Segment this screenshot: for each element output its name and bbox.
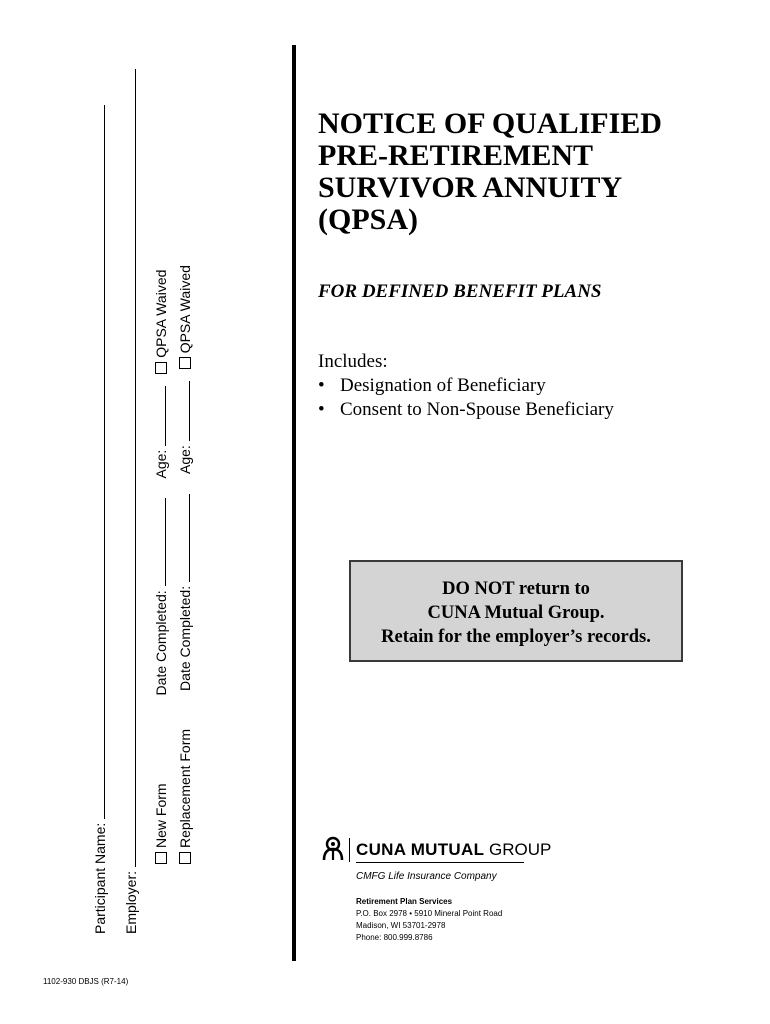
includes-list <box>318 374 614 422</box>
age-line[interactable] <box>153 386 166 446</box>
employer-field[interactable] <box>123 69 139 934</box>
qpsa-waived-label: QPSA Waived <box>153 269 169 358</box>
title-line: PRE-RETIREMENT <box>318 139 594 172</box>
employer-line[interactable] <box>123 69 136 867</box>
logo-separator <box>349 838 350 862</box>
form-number: 1102-930 DBJS (R7-14) <box>43 977 129 986</box>
includes-heading: Includes: <box>318 351 388 372</box>
date-completed-label: Date Completed: <box>153 590 169 696</box>
qpsa-waived-label: QPSA Waived <box>177 265 193 354</box>
cuna-logo-icon <box>320 836 346 862</box>
qpsa-waived-checkbox[interactable] <box>155 362 167 374</box>
address-line: P.O. Box 2978 • 5910 Mineral Point Road <box>356 909 503 918</box>
department-name: Retirement Plan Services <box>356 897 453 906</box>
age-label: Age: <box>177 445 193 474</box>
title-line: SURVIVOR ANNUITY <box>318 171 623 204</box>
new-form-label: New Form <box>153 783 169 848</box>
employer-label: Employer: <box>123 870 139 934</box>
page-title <box>318 108 662 236</box>
date-completed-label: Date Completed: <box>177 585 193 691</box>
title-line: (QPSA) <box>318 203 418 236</box>
date-completed-line[interactable] <box>153 498 166 586</box>
notice-line: CUNA Mutual Group. <box>427 603 605 623</box>
qpsa-waived-checkbox[interactable] <box>179 357 191 369</box>
notice-line: Retain for the employer’s records. <box>381 627 651 647</box>
logo-underline <box>356 862 524 863</box>
age-line[interactable] <box>177 381 190 441</box>
participant-name-label: Participant Name: <box>92 822 108 934</box>
notice-box <box>349 560 683 662</box>
title-line: NOTICE OF QUALIFIED <box>318 107 662 140</box>
page-subtitle: FOR DEFINED BENEFIT PLANS <box>318 281 602 302</box>
list-item: • Consent to Non-Spouse Beneficiary <box>318 398 614 422</box>
replacement-form-row <box>177 265 193 864</box>
phone-number: Phone: 800.999.8786 <box>356 933 433 942</box>
new-form-checkbox[interactable] <box>155 852 167 864</box>
company-tagline: CMFG Life Insurance Company <box>356 871 497 882</box>
vertical-divider <box>292 45 296 961</box>
replacement-form-label: Replacement Form <box>177 728 193 848</box>
address-line: Madison, WI 53701-2978 <box>356 921 446 930</box>
logo-wordmark <box>356 840 551 860</box>
age-label: Age: <box>153 449 169 479</box>
logo-brand-light: GROUP <box>489 840 552 859</box>
replacement-form-checkbox[interactable] <box>179 852 191 864</box>
includes-section <box>318 350 614 422</box>
notice-line: DO NOT return to <box>442 579 590 599</box>
address-block <box>356 896 502 944</box>
new-form-row <box>153 270 169 864</box>
participant-name-line[interactable] <box>92 105 105 819</box>
date-completed-line[interactable] <box>177 494 190 582</box>
logo-brand-bold: CUNA MUTUAL <box>356 840 485 859</box>
participant-name-field[interactable] <box>92 105 108 934</box>
list-item: • Designation of Beneficiary <box>318 374 614 398</box>
